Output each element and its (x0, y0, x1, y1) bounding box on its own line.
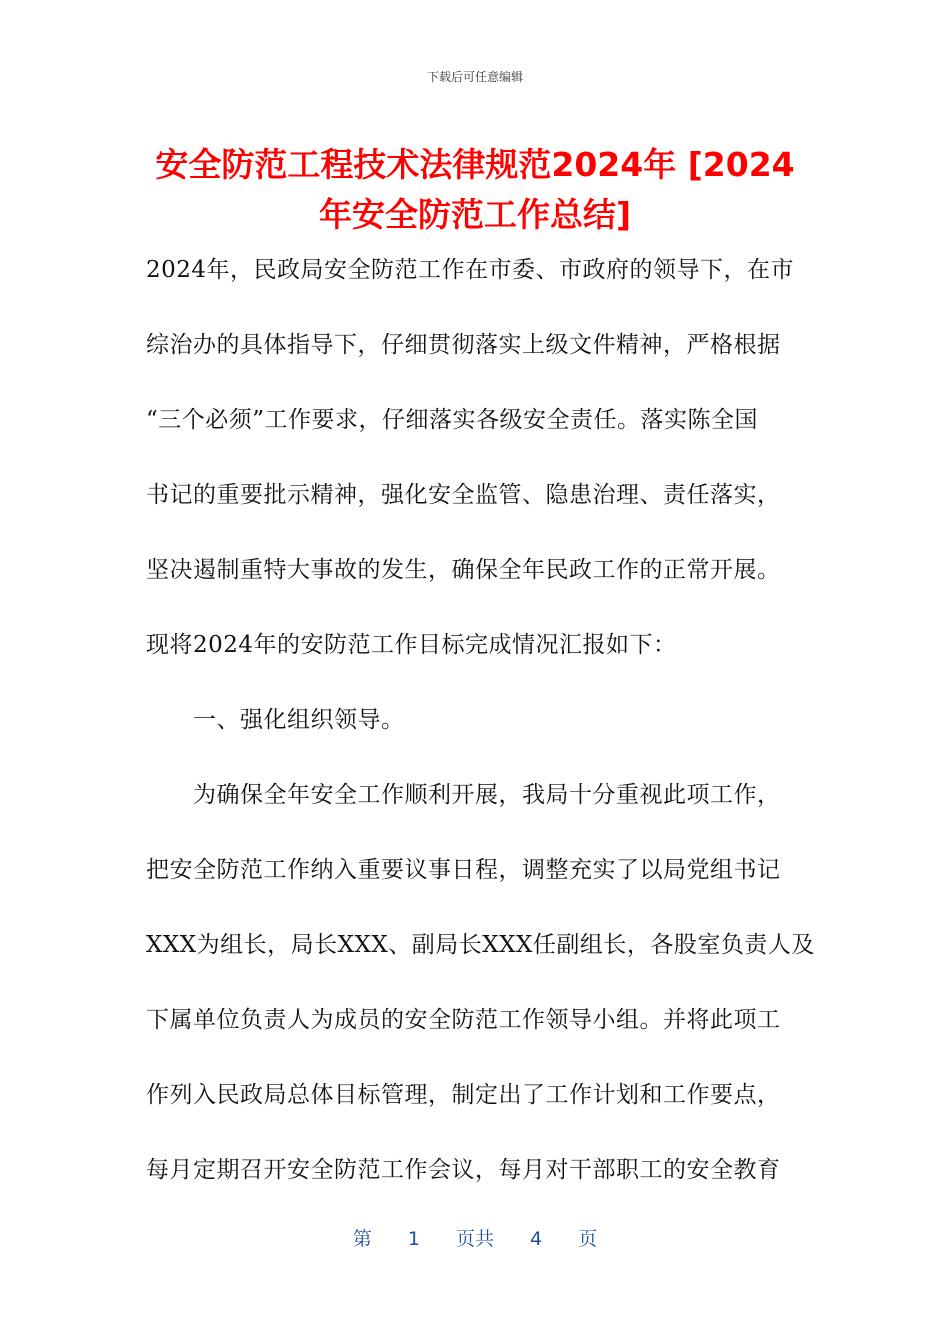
body-line: 2024年，民政局安全防范工作在市委、市政府的领导下，在市 (146, 257, 795, 283)
header-note: 下载后可任意编辑 (426, 70, 523, 84)
body-line: 坚决遏制重特大事故的发生，确保全年民政工作的正常开展。 (146, 557, 781, 583)
body-line: XXX为组长，局长XXX、副局长XXX任副组长，各股室负责人及 (146, 932, 815, 958)
body-line: 综治办的具体指导下，仔细贯彻落实上级文件精神，严格根据 (146, 332, 781, 358)
footer-middle: 页共 (455, 1228, 494, 1250)
body-line: 作列入民政局总体目标管理，制定出了工作计划和工作要点， (146, 1082, 781, 1108)
footer-page-number: 1 (407, 1228, 420, 1250)
body-line: 书记的重要批示精神，强化安全监管、隐患治理、责任落实， (146, 482, 781, 508)
body-line: 现将2024年的安防范工作目标完成情况汇报如下： (146, 632, 677, 658)
footer-total-pages: 4 (530, 1228, 543, 1250)
page-footer (0, 1224, 950, 1251)
footer-suffix: 页 (578, 1228, 598, 1250)
body-line: 下属单位负责人为成员的安全防范工作领导小组。并将此项工 (146, 1007, 781, 1033)
document-title: 安全防范工程技术法律规范2024年 [2024年安全防范工作总结] (155, 145, 795, 234)
footer-prefix: 第 (352, 1228, 372, 1250)
body-line: 把安全防范工作纳入重要议事日程，调整充实了以局党组书记 (146, 857, 781, 883)
section-heading: 一、强化组织领导。 (193, 707, 405, 733)
body-line: “三个必须”工作要求，仔细落实各级安全责任。落实陈全国 (146, 407, 759, 433)
body-line: 为确保全年安全工作顺利开展，我局十分重视此项工作， (193, 782, 781, 808)
body-line: 每月定期召开安全防范工作会议，每月对干部职工的安全教育 (146, 1157, 781, 1183)
document-body (146, 240, 815, 1215)
